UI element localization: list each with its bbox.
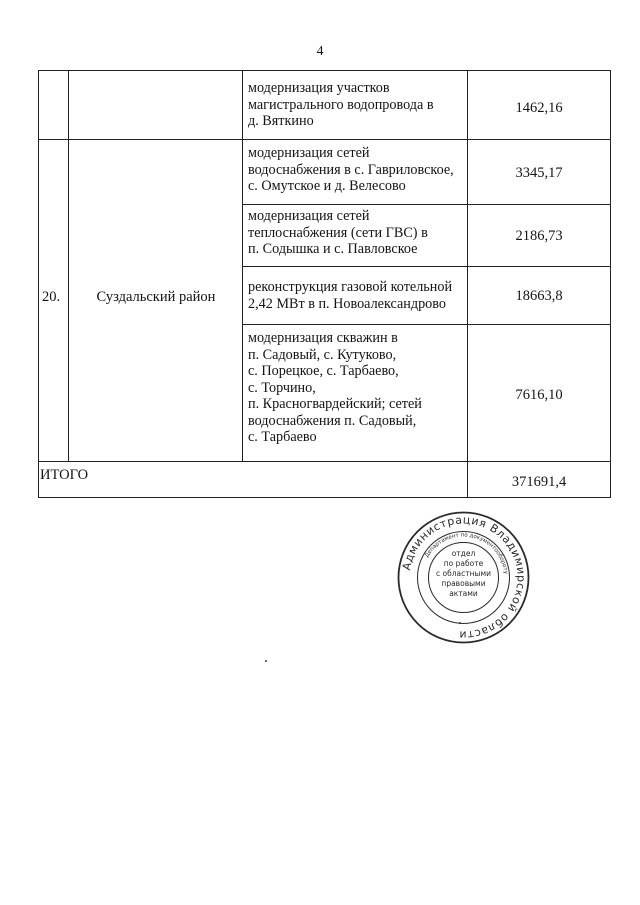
table-cell-amount: 18663,8	[515, 288, 563, 304]
stamp-center-line: по работе	[443, 559, 484, 568]
stamp-center-line: актами	[449, 589, 478, 598]
table-row-divider	[242, 266, 611, 267]
total-amount: 371691,4	[511, 474, 567, 490]
table-border-bottom	[38, 497, 611, 498]
table-cell-district: Суздальский район	[96, 289, 216, 305]
table-border-right	[610, 70, 611, 497]
stamp-center-line: правовыми	[441, 579, 486, 588]
stamp-inner-ring-text: Департамент по документообороту	[424, 532, 509, 575]
table-row-divider	[38, 139, 611, 140]
table-col-divider	[242, 70, 243, 461]
table-cell-amount: 1462,16	[515, 100, 563, 116]
table-row-divider	[242, 204, 611, 205]
table-cell-work: модернизация сетей теплоснабжения (сети ГВС) в п. Содышка и с. Павловское	[248, 208, 428, 257]
table-row-divider	[38, 461, 611, 462]
official-stamp	[396, 510, 531, 645]
table-cell-work: реконструкция газовой котельной 2,42 МВт в п. Новоалександрово	[248, 279, 453, 312]
total-label: ИТОГО	[40, 467, 89, 483]
stamp-center-line: с областными	[436, 569, 491, 578]
table-col-divider	[68, 70, 69, 461]
table-cell-work: модернизация скважин в п. Садовый, с. Кутуково, с. Порецкое, с. Тарбаево, с. Торчино, п. Красногвардейский; сетей водоснабжения п. Садовый, с. Тарбаево	[248, 330, 422, 445]
table-row-divider	[242, 324, 611, 325]
table-col-divider	[467, 70, 468, 497]
table-cell-row-number: 20.	[42, 289, 61, 305]
table-border-top	[38, 70, 611, 71]
stamp-ring-text: Администрация Владимирской области	[399, 513, 528, 642]
table-cell-amount: 3345,17	[515, 165, 563, 181]
table-cell-work: модернизация участков магистрального водопровода в д. Вяткино	[248, 80, 434, 129]
table-cell-amount: 7616,10	[515, 387, 563, 403]
table-cell-amount: 2186,73	[515, 228, 563, 244]
stamp-center-line: отдел	[451, 549, 476, 558]
table-border-left	[38, 70, 39, 497]
scan-speck	[459, 622, 461, 624]
page-number: 4	[316, 44, 324, 59]
scan-speck	[265, 660, 267, 662]
table-cell-work: модернизация сетей водоснабжения в с. Гавриловское, с. Омутское и д. Велесово	[248, 145, 454, 194]
